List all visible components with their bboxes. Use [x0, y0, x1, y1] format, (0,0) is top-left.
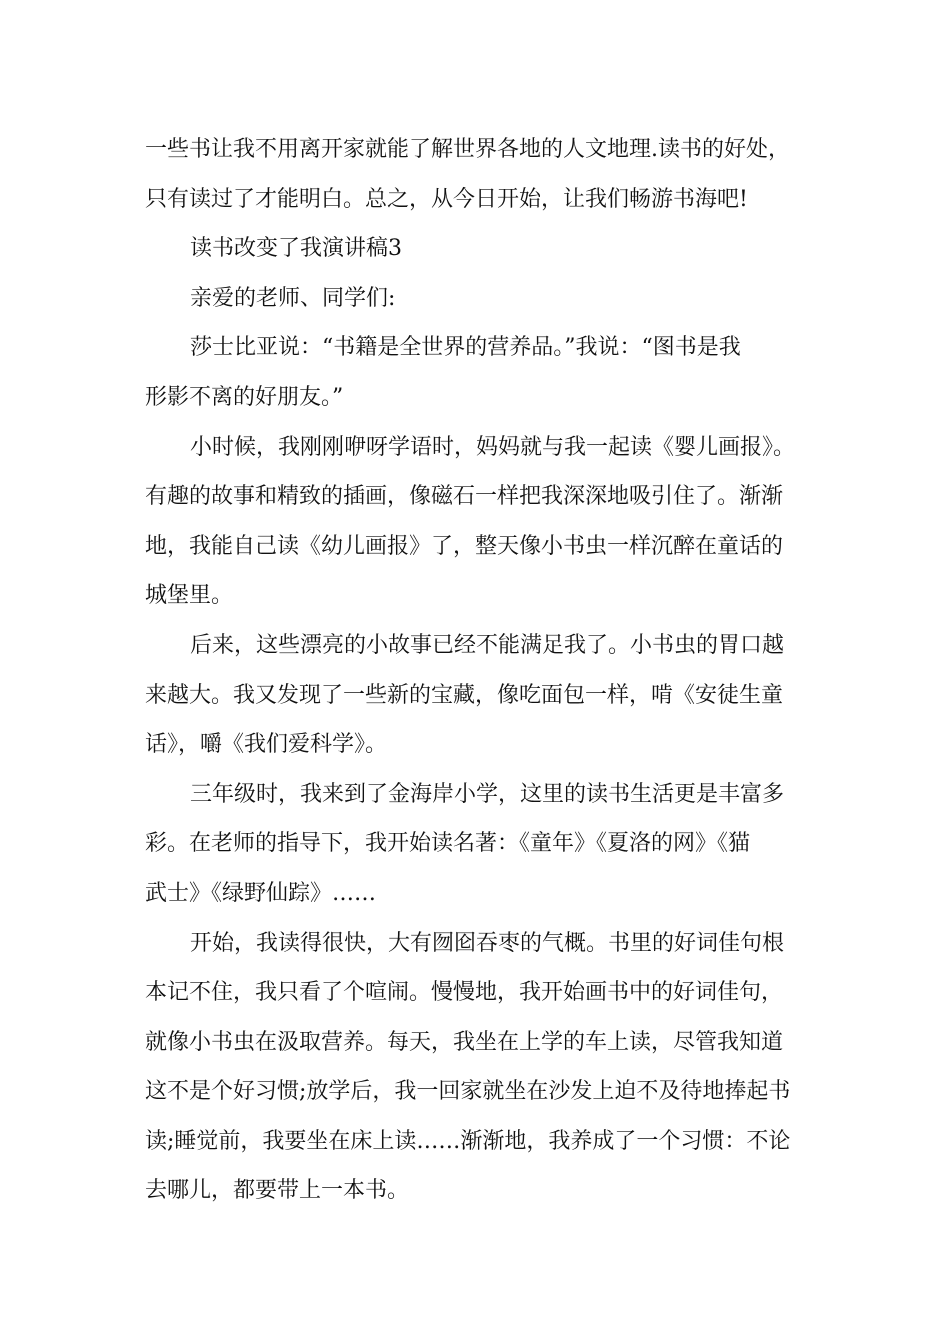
text-line: 本记不住，我只看了个喧闹。慢慢地，我开始画书中的好词佳句， — [145, 980, 784, 1006]
text-line: 形影不离的好朋友。” — [145, 384, 344, 410]
text-line: 三年级时，我来到了金海岸小学，这里的读书生活更是丰富多 — [190, 781, 785, 807]
text-line: 开始，我读得很快，大有囫囵吞枣的气概。书里的好词佳句根 — [190, 930, 785, 956]
paragraph-2 — [145, 426, 815, 624]
text-line: 一些书让我不用离开家就能了解世界各地的人文地理.读书的好处， — [145, 137, 790, 162]
paragraph-5 — [145, 922, 815, 1220]
paragraph-4 — [145, 773, 815, 922]
heading-text: 读书改变了我演讲稿3 — [190, 236, 402, 262]
text-line: 就像小书虫在汲取营养。每天，我坐在上学的车上读，尽管我知道 — [145, 1029, 784, 1055]
salutation — [145, 277, 815, 327]
text-line: 地，我能自己读《幼儿画报》了，整天像小书虫一样沉醉在童话的 — [145, 533, 784, 559]
text-line: 小时候，我刚刚咿呀学语时，妈妈就与我一起读《婴儿画报》。 — [190, 434, 796, 460]
text-line: 读;睡觉前，我要坐在床上读……渐渐地，我养成了一个习惯：不论 — [145, 1128, 791, 1154]
text-line: 城堡里。 — [145, 583, 234, 609]
text-line: 彩。在老师的指导下，我开始读名著：《童年》《夏洛的网》《猫 — [145, 831, 751, 857]
salutation-text: 亲爱的老师、同学们: — [190, 285, 396, 311]
text-line: 这不是个好习惯;放学后，我一回家就坐在沙发上迫不及待地捧起书 — [145, 1079, 791, 1105]
paragraph-continuation — [145, 128, 815, 227]
text-line: 有趣的故事和精致的插画，像磁石一样把我深深地吸引住了。渐渐 — [145, 484, 784, 510]
text-line: 武士》《绿野仙踪》…… — [145, 880, 377, 906]
document-body — [145, 128, 815, 1219]
text-line: 莎士比亚说：“书籍是全世界的营养品。”我说：“图书是我 — [190, 335, 741, 361]
text-line: 来越大。我又发现了一些新的宝藏，像吃面包一样，啃《安徒生童 — [145, 682, 784, 708]
section-heading — [145, 227, 815, 277]
paragraph-3 — [145, 624, 815, 773]
text-line: 去哪儿，都要带上一本书。 — [145, 1178, 410, 1204]
paragraph-1 — [145, 326, 815, 425]
text-line: 后来，这些漂亮的小故事已经不能满足我了。小书虫的胃口越 — [190, 632, 785, 658]
text-line: 只有读过了才能明白。总之，从今日开始，让我们畅游书海吧! — [145, 186, 748, 212]
text-line: 话》，嚼《我们爱科学》。 — [145, 732, 388, 758]
